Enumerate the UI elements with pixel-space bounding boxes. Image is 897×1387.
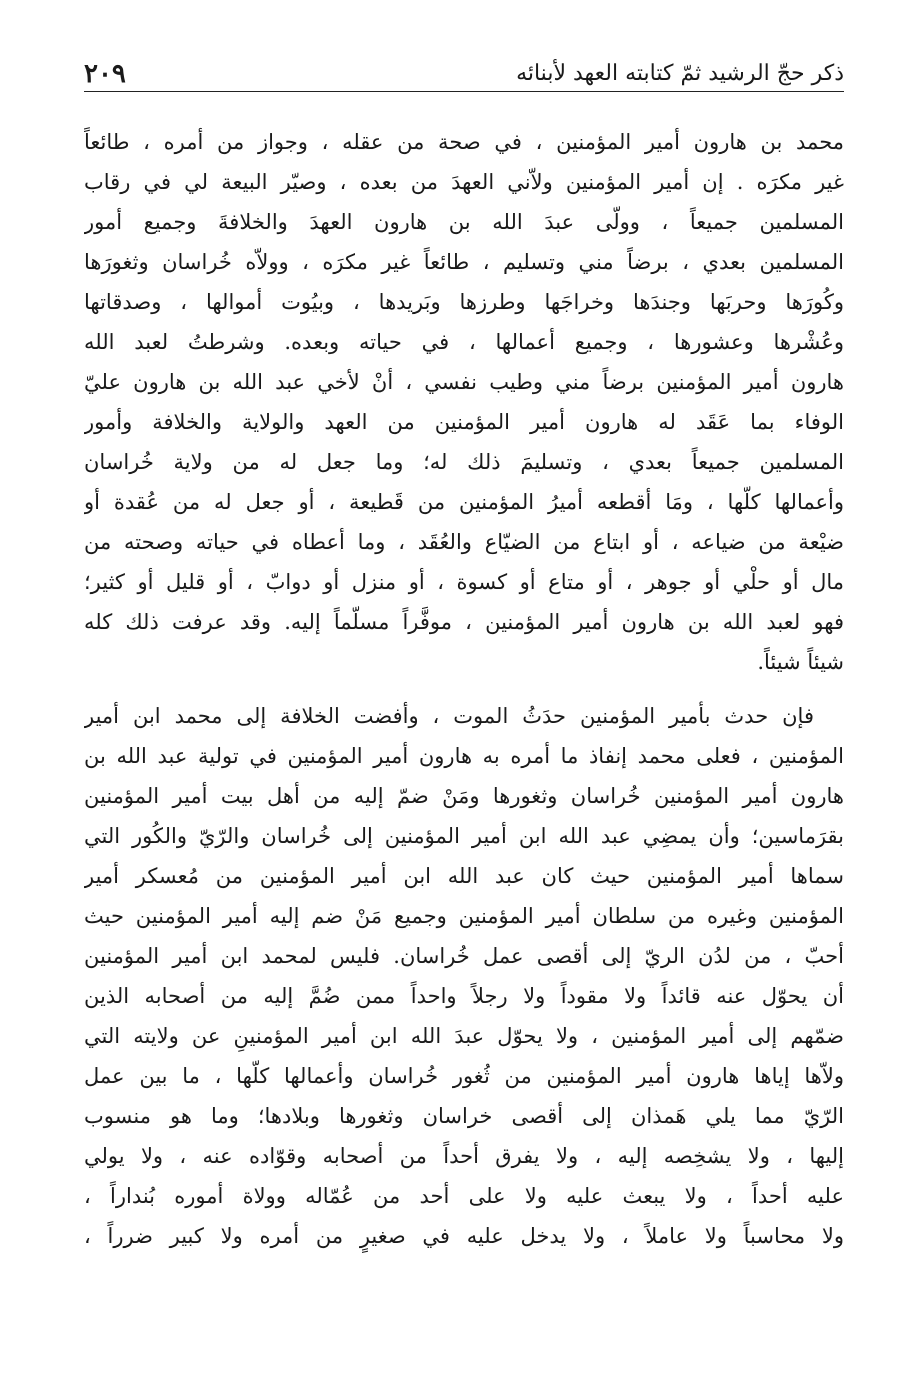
text-line: المؤمنين وغيره من سلطان أمير المؤمنين وجميع مَنْ ضم إليه أمير المؤمنين حيث [84,904,844,928]
text-line: فإن حدث بأمير المؤمنين حدَثُ الموت ، وأفضت الخلافة إلى محمد ابن أمير [84,704,814,728]
text-line: محمد بن هارون أمير المؤمنين ، في صحة من عقله ، وجواز من أمره ، طائعاً [84,130,844,154]
text-line: أن يحوّل عنه قائداً ولا مقوداً ولا رجلاً واحداً ممن ضُمَّ إليه من أصحابه الذين [84,984,844,1008]
paragraph-2 [84,696,844,1256]
text-line: هارون أمير المؤمنين برضاً مني وطيب نفسي ، أنْ لأخي عبد الله بن هارون عليّ [84,370,844,394]
text-line: المسلمين جميعاً بعدي ، وتسليمَ ذلك له؛ وما جعل له من ولاية خُراسان [84,450,844,474]
text-line: الرّيّ مما يلي هَمذان إلى أقصى خراسان وثغورها وبلادها؛ وما هو منسوب [84,1104,844,1128]
text-line: أحبّ ، من لدُن الريّ إلى أقصى عمل خُراسان. فليس لمحمد ابن أمير المؤمنين [84,944,844,968]
text-line: هارون أمير المؤمنين خُراسان وثغورها ومَنْ ضمّ إليه من أهل بيت أمير المؤمنين [84,784,844,808]
text-line: المؤمنين ، فعلى محمد إنفاذ ما أمره به هارون أمير المؤمنين في تولية عبد الله بن [84,744,844,768]
running-title: ذكر حجّ الرشيد ثمّ كتابته العهد لأبنائه [516,61,844,86]
text-line: سماها أمير المؤمنين حيث كان عبد الله ابن أمير المؤمنين من مُعسكر أمير [84,864,844,888]
text-line: وأعمالها كلّها ، ومَا أقطعه أميرُ المؤمنين من قَطيعة ، أو جعل له من عُقدة أو [84,490,844,514]
text-line: فهو لعبد الله بن هارون أمير المؤمنين ، موفَّراً مسلّماً إليه. وقد عرفت ذلك كله [84,610,844,634]
running-header [84,58,844,92]
text-line: الوفاء بما عَقَد له هارون أمير المؤمنين من العهد والولاية والخلافة وأمور [84,410,844,434]
text-line: عليه أحداً ، ولا يبعث عليه ولا على أحد من عُمّاله وولاة أموره بُنداراً ، [84,1184,844,1208]
body-text [84,122,844,1256]
text-line: المسلمين جميعاً ، وولّى عبدَ الله بن هارون العهدَ والخلافةَ وجميع أمور [84,210,844,234]
text-line: ولاّها إياها هارون أمير المؤمنين من ثُغور خُراسان وأعمالها كلّها ، ما بين عمل [84,1064,844,1088]
text-line: مال أو حلْي أو جوهر ، أو متاع أو كسوة ، أو منزل أو دوابّ ، أو قليل أو كثير؛ [84,570,844,594]
text-line: ولا محاسباً ولا عاملاً ، ولا يدخل عليه في صغيرٍ من أمره ولا كبير ضرراً ، [84,1224,844,1248]
page-number: ٢٠٩ [84,59,126,89]
text-line: المسلمين بعدي ، برضاً مني وتسليم ، طائعاً غير مكرَه ، وولاّه خُراسان وثغورَها [84,250,844,274]
text-line: غير مكرَه . إن أمير المؤمنين ولاّني العهدَ من بعده ، وصيّر البيعة لي في رقاب [84,170,844,194]
text-line: بقرَماسين؛ وأن يمضِي عبد الله ابن أمير المؤمنين إلى خُراسان والرّيّ والكُور التي [84,824,844,848]
text-line: ضمّهم إلى أمير المؤمنين ، ولا يحوّل عبدَ الله ابن أمير المؤمنينِ عن ولايته التي [84,1024,844,1048]
text-line: إليها ، ولا يشخِصه إليه ، ولا يفرق أحداً من أصحابه وقوّاده عنه ، ولا يولي [84,1144,844,1168]
text-line: شيئاً شيئاً. [757,650,844,674]
paragraph-1 [84,122,844,682]
text-line: ضيْعة من ضياعه ، أو ابتاع من الضيّاع والعُقَد ، وما أعطاه في حياته وصحته من [84,530,844,554]
text-line: وكُورَها وحربَها وجندَها وخراجَها وطرزها وبَريدها ، وبيُوت أموالها ، وصدقاتها [84,290,844,314]
text-line: وعُشْرها وعشورها ، وجميع أعمالها ، في حياته وبعده. وشرطتُ لعبد الله [84,330,844,354]
